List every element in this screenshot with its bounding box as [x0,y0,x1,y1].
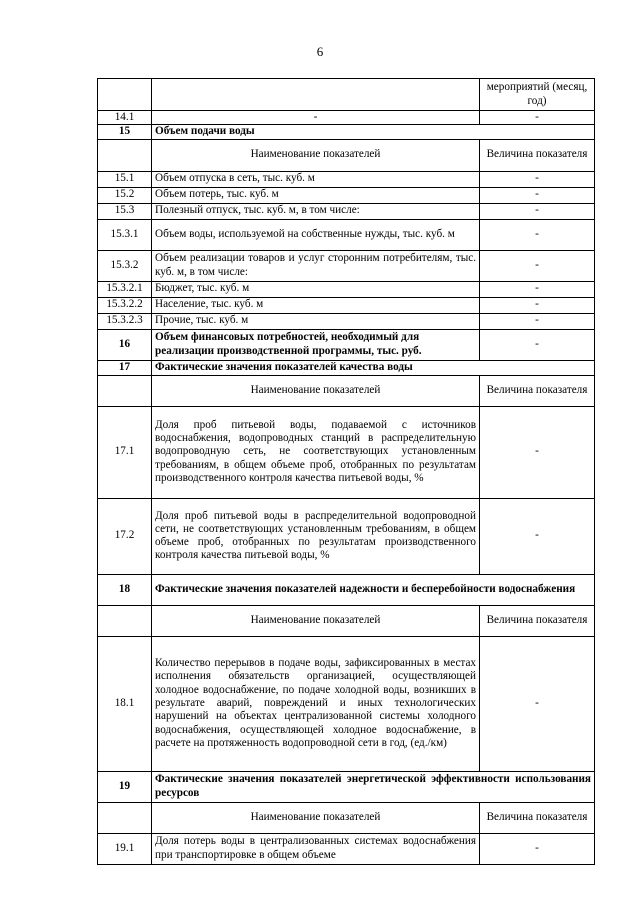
col-value-header: Величина показателя [480,802,595,833]
row-text: Бюджет, тыс. куб. м [152,281,480,297]
row-value: - [480,187,595,203]
row-value: - [480,219,595,250]
cell-empty [152,79,480,111]
section-title: Объем подачи воды [152,125,595,139]
col-value-header: Величина показателя [480,375,595,406]
row-number: 15.3 [98,203,152,219]
page-number: 6 [316,44,324,59]
table-row [98,111,595,125]
row-text: Объем воды, используемой на собственные нужды, тыс. куб. м [152,219,480,250]
indicators-table [97,78,595,865]
cell-empty [98,802,152,833]
row-text: Количество перерывов в подаче воды, зафиксированных в местах исполнения обязательств организацией, осуществляющей холодное водоснабжение, по подаче холодной воды, возникших в результате аварий, повреждений и иных технологических нарушений на объектах централизованной системы холодного водоснабжения, осуществляющей холодное водоснабжение, в расчете на протяженность водопроводной сети в год, (ед./км) [152,636,480,771]
table-row [98,313,595,329]
row-number: 15.1 [98,171,152,187]
section-title: Фактические значения показателей энергетической эффективности использования ресурсов [152,771,595,802]
row-value: - [480,636,595,771]
row-text: Доля проб питьевой воды в распределительной водопроводной сети, не соответствующих установленным требованиям, в общем объеме проб, отобранных по результатам производственного контроля качества питьевой воды, % [152,498,480,574]
section-number: 16 [98,329,152,360]
section-row [98,574,595,605]
row-value: - [480,498,595,574]
section-number: 17 [98,360,152,375]
table-row [98,498,595,574]
row-text: Прочие, тыс. куб. м [152,313,480,329]
row-value: - [480,171,595,187]
table-row [98,636,595,771]
column-header-row [98,802,595,833]
section-title: Объем финансовых потребностей, необходимый для реализации производственной программы, тыс. руб. [152,329,480,360]
column-header-row [98,605,595,636]
col-value-header: Величина показателя [480,139,595,171]
row-value: - [480,297,595,313]
table-row [98,250,595,281]
row-number: 18.1 [98,636,152,771]
row-text: Объем реализации товаров и услуг сторонним потребителям, тыс. куб. м, в том числе: [152,250,480,281]
row-number: 15.2 [98,187,152,203]
row-number: 15.3.2.1 [98,281,152,297]
column-header-row [98,139,595,171]
table-row [98,281,595,297]
section-row [98,125,595,139]
row-number: 17.1 [98,406,152,498]
table-row [98,79,595,111]
row-value: - [480,329,595,360]
col-value-header: Величина показателя [480,605,595,636]
table-row [98,171,595,187]
row-value: - [480,250,595,281]
cell-empty [98,79,152,111]
row-number: 15.3.2.3 [98,313,152,329]
table-row [98,406,595,498]
row-text: Население, тыс. куб. м [152,297,480,313]
table-row [98,297,595,313]
row-number: 14.1 [98,111,152,125]
table-row [98,187,595,203]
section-number: 15 [98,125,152,139]
section-title: Фактические значения показателей качества воды [152,360,595,375]
cell-empty [98,139,152,171]
cell-empty [98,605,152,636]
row-text: Доля проб питьевой воды, подаваемой с источников водоснабжения, водопроводных станций в распределительную водопроводную сеть, не соответствующих установленным требованиям, в общем объеме проб, отобранных по результатам производственного контроля качества питьевой воды, % [152,406,480,498]
row-number: 17.2 [98,498,152,574]
col-name-header: Наименование показателей [152,375,480,406]
row-value: - [480,281,595,297]
table-row [98,203,595,219]
row-text: Объем отпуска в сеть, тыс. куб. м [152,171,480,187]
section-row [98,329,595,360]
row-value: - [480,406,595,498]
row-number: 15.3.2 [98,250,152,281]
table-row [98,833,595,864]
section-row [98,360,595,375]
column-header-row [98,375,595,406]
row-number: 19.1 [98,833,152,864]
row-text: Доля потерь воды в централизованных системах водоснабжения при транспортировке в общем объеме [152,833,480,864]
section-number: 18 [98,574,152,605]
section-title: Фактические значения показателей надежности и бесперебойности водоснабжения [152,574,595,605]
section-number: 19 [98,771,152,802]
row-text: - [152,111,480,125]
row-value: - [480,111,595,125]
col-name-header: Наименование показателей [152,802,480,833]
row-value: - [480,833,595,864]
header-right-cell: мероприятий (месяц, год) [480,79,595,111]
row-number: 15.3.2.2 [98,297,152,313]
col-name-header: Наименование показателей [152,139,480,171]
table-row [98,219,595,250]
row-value: - [480,313,595,329]
col-name-header: Наименование показателей [152,605,480,636]
row-text: Полезный отпуск, тыс. куб. м, в том числе: [152,203,480,219]
row-value: - [480,203,595,219]
row-number: 15.3.1 [98,219,152,250]
section-row [98,771,595,802]
row-text: Объем потерь, тыс. куб. м [152,187,480,203]
cell-empty [98,375,152,406]
